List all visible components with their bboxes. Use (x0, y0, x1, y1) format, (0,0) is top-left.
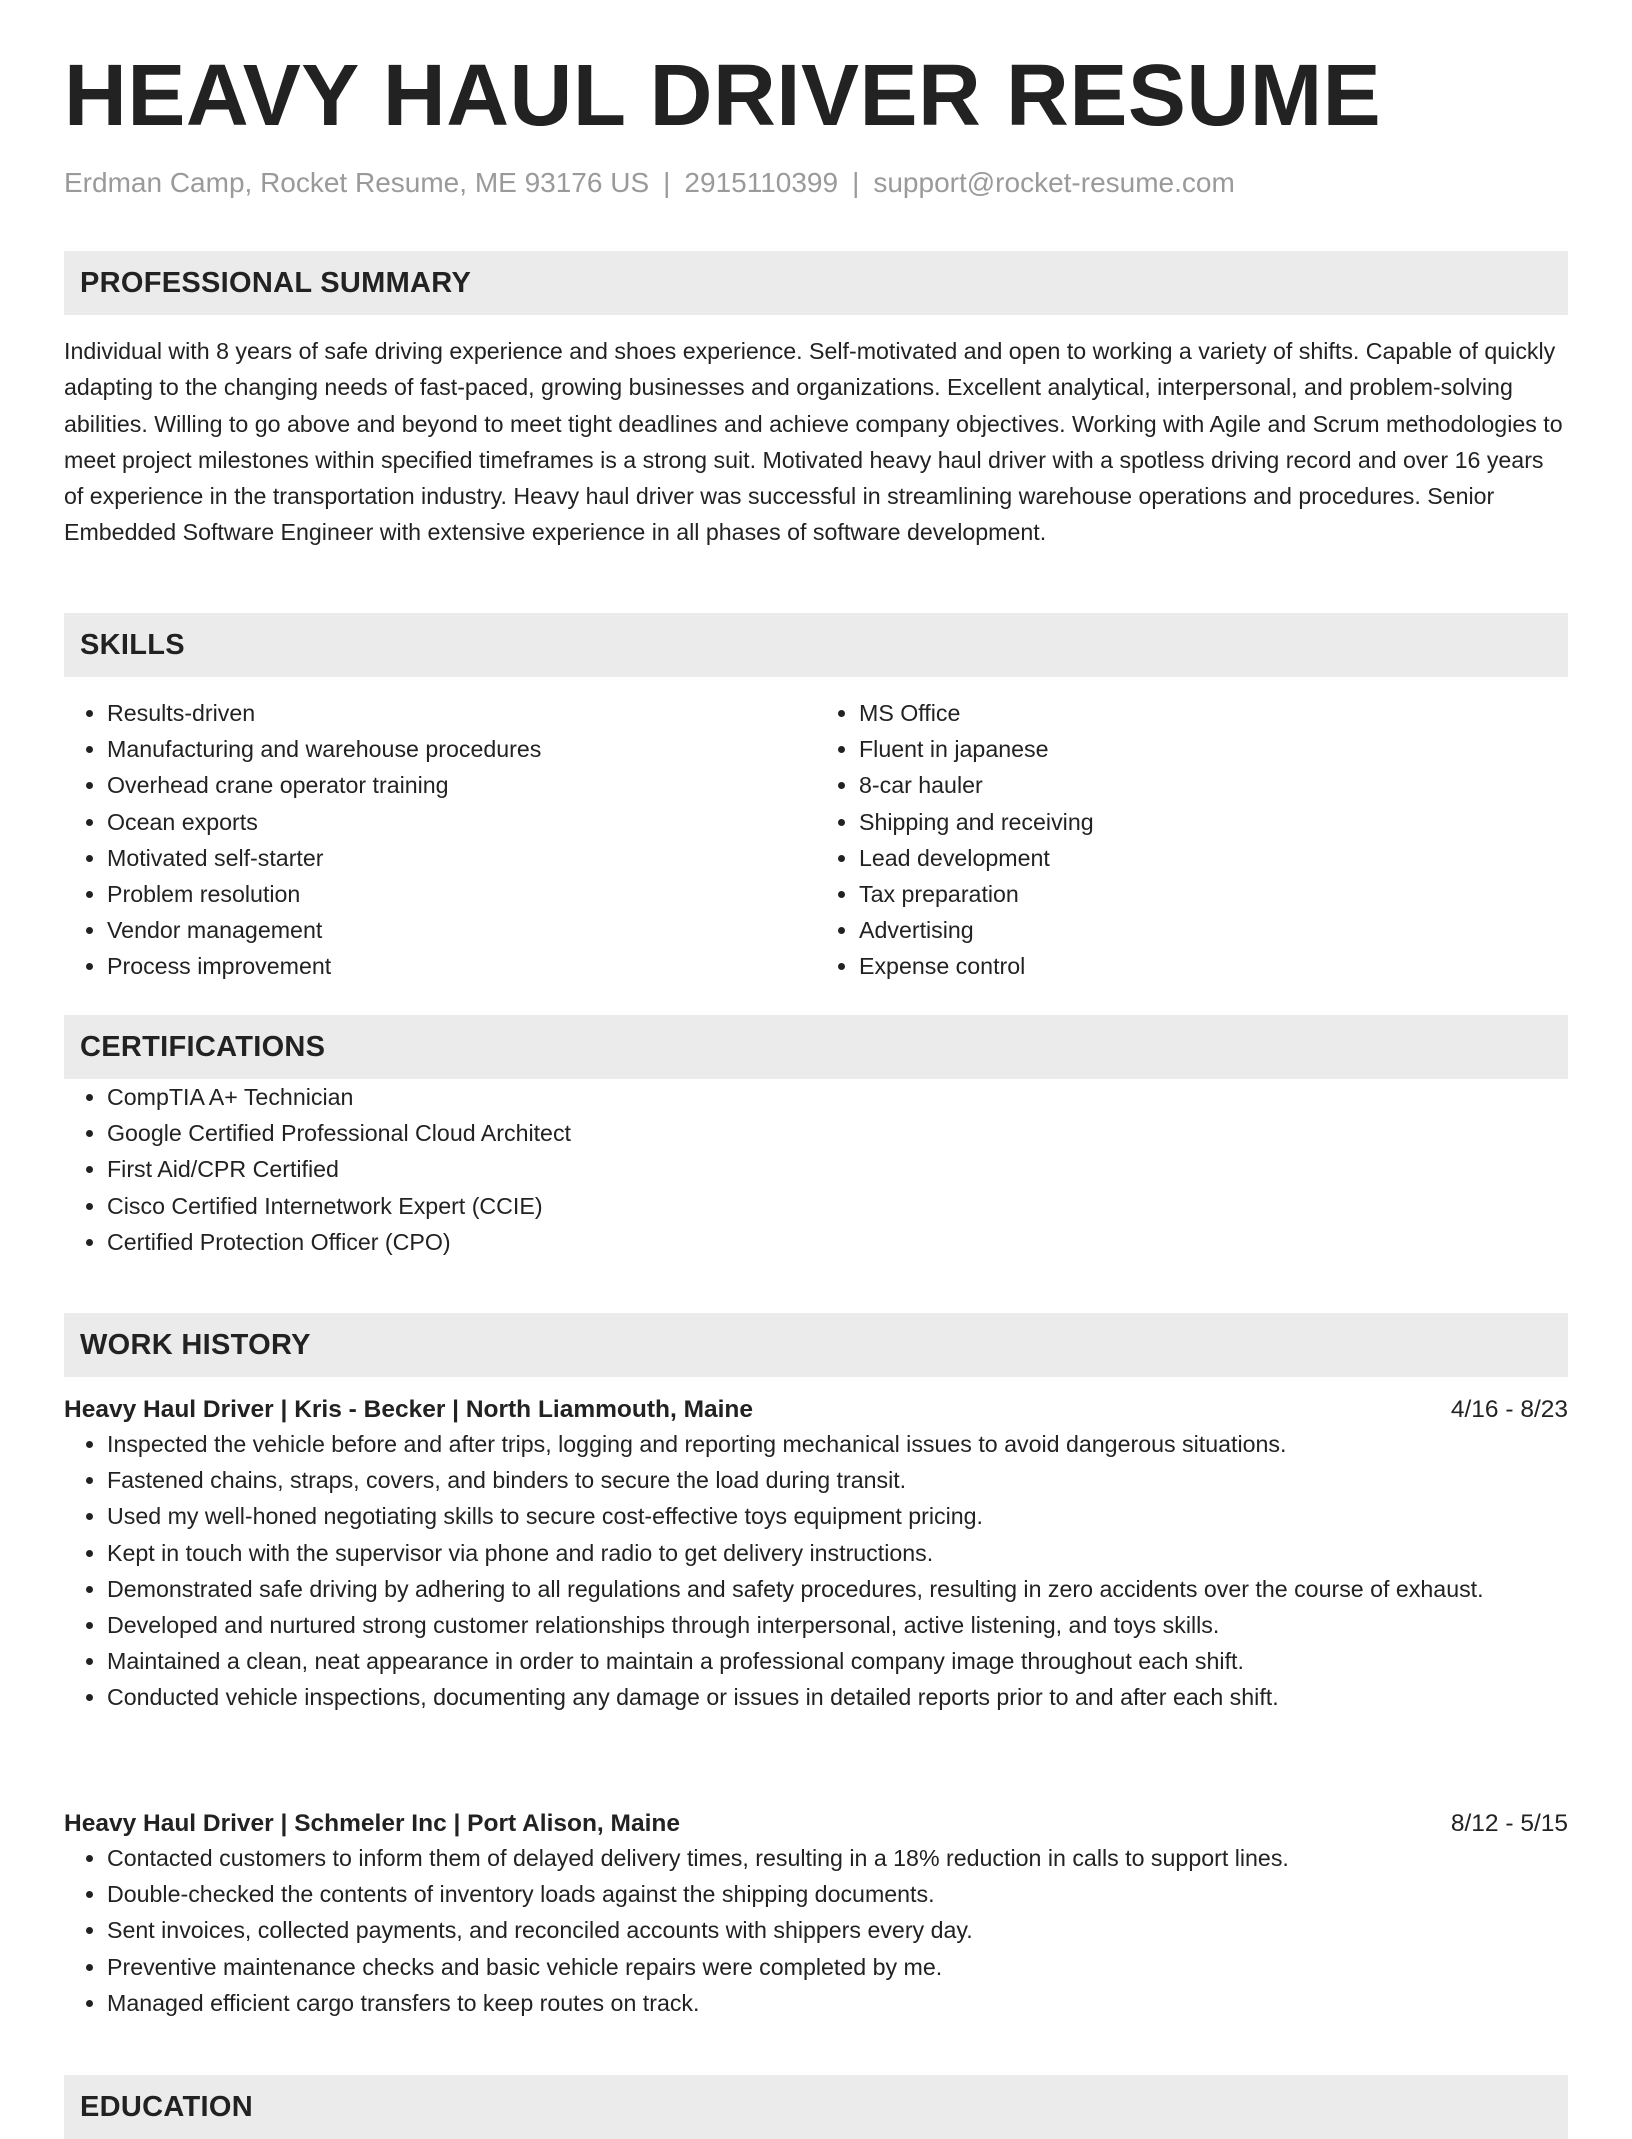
skill-item: • Vendor management (107, 912, 816, 948)
skill-item: • 8-car hauler (859, 767, 1568, 803)
education-heading: EDUCATION (64, 2075, 1568, 2139)
skills-list-right (816, 695, 1568, 985)
contact-email: support@rocket-resume.com (873, 167, 1235, 198)
summary-section (64, 251, 1568, 551)
skill-item: • Shipping and receiving (859, 804, 1568, 840)
skill-item: • Results-driven (107, 695, 816, 731)
certifications-list (64, 1079, 1568, 1260)
skill-item: • MS Office (859, 695, 1568, 731)
skill-item: • Fluent in japanese (859, 731, 1568, 767)
skill-item: • Lead development (859, 840, 1568, 876)
contact-separator: | (852, 167, 860, 198)
certification-item: • Certified Protection Officer (CPO) (107, 1224, 1568, 1260)
contact-line (64, 167, 1235, 199)
skill-item: • Problem resolution (107, 876, 816, 912)
contact-address: Erdman Camp, Rocket Resume, ME 93176 US (64, 167, 650, 198)
skill-item: • Overhead crane operator training (107, 767, 816, 803)
job-entry (64, 1394, 1568, 1716)
skill-item: • Process improvement (107, 948, 816, 984)
job-duty: • Contacted customers to inform them of delayed delivery times, resulting in a 18% reduction in calls to support lines. (107, 1840, 1568, 1876)
job-duty: • Sent invoices, collected payments, and reconciled accounts with shippers every day. (107, 1912, 1568, 1948)
work-history-section (64, 1313, 1568, 1377)
skill-item: • Expense control (859, 948, 1568, 984)
contact-separator: | (663, 167, 671, 198)
skills-list-left (64, 695, 816, 985)
job-duty: • Demonstrated safe driving by adhering to all regulations and safety procedures, resulting in zero accidents over the course of exhaust. (107, 1571, 1568, 1607)
job-duty: • Developed and nurtured strong customer relationships through interpersonal, active listening, and toys skills. (107, 1607, 1568, 1643)
job-title: Heavy Haul Driver | Kris - Becker | North Liammouth, Maine (64, 1396, 754, 1423)
job-duty: • Double-checked the contents of inventory loads against the shipping documents. (107, 1876, 1568, 1912)
job-duty: • Maintained a clean, neat appearance in order to maintain a professional company image throughout each shift. (107, 1643, 1568, 1679)
summary-heading: PROFESSIONAL SUMMARY (64, 251, 1568, 315)
job-duty: • Managed efficient cargo transfers to keep routes on track. (107, 1985, 1568, 2021)
job-header (64, 1394, 1568, 1426)
job-header (64, 1808, 1568, 1840)
job-duties-list (64, 1840, 1568, 2021)
job-duty: • Preventive maintenance checks and basic vehicle repairs were completed by me. (107, 1949, 1568, 1985)
certification-item: • Google Certified Professional Cloud Architect (107, 1115, 1568, 1151)
skill-item: • Tax preparation (859, 876, 1568, 912)
resume-title: HEAVY HAUL DRIVER RESUME (64, 47, 1382, 144)
skills-columns (64, 695, 1568, 985)
certifications-section (64, 1015, 1568, 1260)
job-duty: • Used my well-honed negotiating skills to secure cost-effective toys equipment pricing. (107, 1498, 1568, 1534)
certification-item: • First Aid/CPR Certified (107, 1151, 1568, 1187)
job-entry (64, 1808, 1568, 2021)
job-duty: • Inspected the vehicle before and after trips, logging and reporting mechanical issues to avoid dangerous situations. (107, 1426, 1568, 1462)
skill-item: • Advertising (859, 912, 1568, 948)
job-duties-list (64, 1426, 1568, 1716)
education-section (64, 2075, 1568, 2139)
job-title: Heavy Haul Driver | Schmeler Inc | Port Alison, Maine (64, 1810, 680, 1837)
certification-item: • CompTIA A+ Technician (107, 1079, 1568, 1115)
contact-phone: 2915110399 (684, 167, 839, 198)
certifications-heading: CERTIFICATIONS (64, 1015, 1568, 1079)
skill-item: • Ocean exports (107, 804, 816, 840)
certification-item: • Cisco Certified Internetwork Expert (CCIE) (107, 1188, 1568, 1224)
skill-item: • Motivated self-starter (107, 840, 816, 876)
job-dates: 4/16 - 8/23 (1450, 1396, 1568, 1423)
job-duty: • Conducted vehicle inspections, documenting any damage or issues in detailed reports prior to and after each shift. (107, 1679, 1568, 1715)
skills-heading: SKILLS (64, 613, 1568, 677)
skill-item: • Manufacturing and warehouse procedures (107, 731, 816, 767)
work-history-heading: WORK HISTORY (64, 1313, 1568, 1377)
job-dates: 8/12 - 5/15 (1450, 1810, 1568, 1837)
job-duty: • Kept in touch with the supervisor via phone and radio to get delivery instructions. (107, 1535, 1568, 1571)
summary-text: Individual with 8 years of safe driving experience and shoes experience. Self-motivated and open to working a variety of shifts. Capable of quickly adapting to the changing needs of fast-paced, growing businesses and organizations. Excellent analytical, interpersonal, and problem-solving abilities. Willing to go above and beyond to meet tight deadlines and achieve company objectives. Working with Agile and Scrum methodologies to meet project milestones within specified timeframes is a strong suit. Motivated heavy haul driver with a spotless driving record and over 16 years of experience in the transportation industry. Heavy haul driver was successful in streamlining warehouse operations and procedures. Senior Embedded Software Engineer with extensive experience in all phases of software development. (64, 338, 1563, 546)
skills-section (64, 613, 1568, 985)
job-duty: • Fastened chains, straps, covers, and binders to secure the load during transit. (107, 1462, 1568, 1498)
